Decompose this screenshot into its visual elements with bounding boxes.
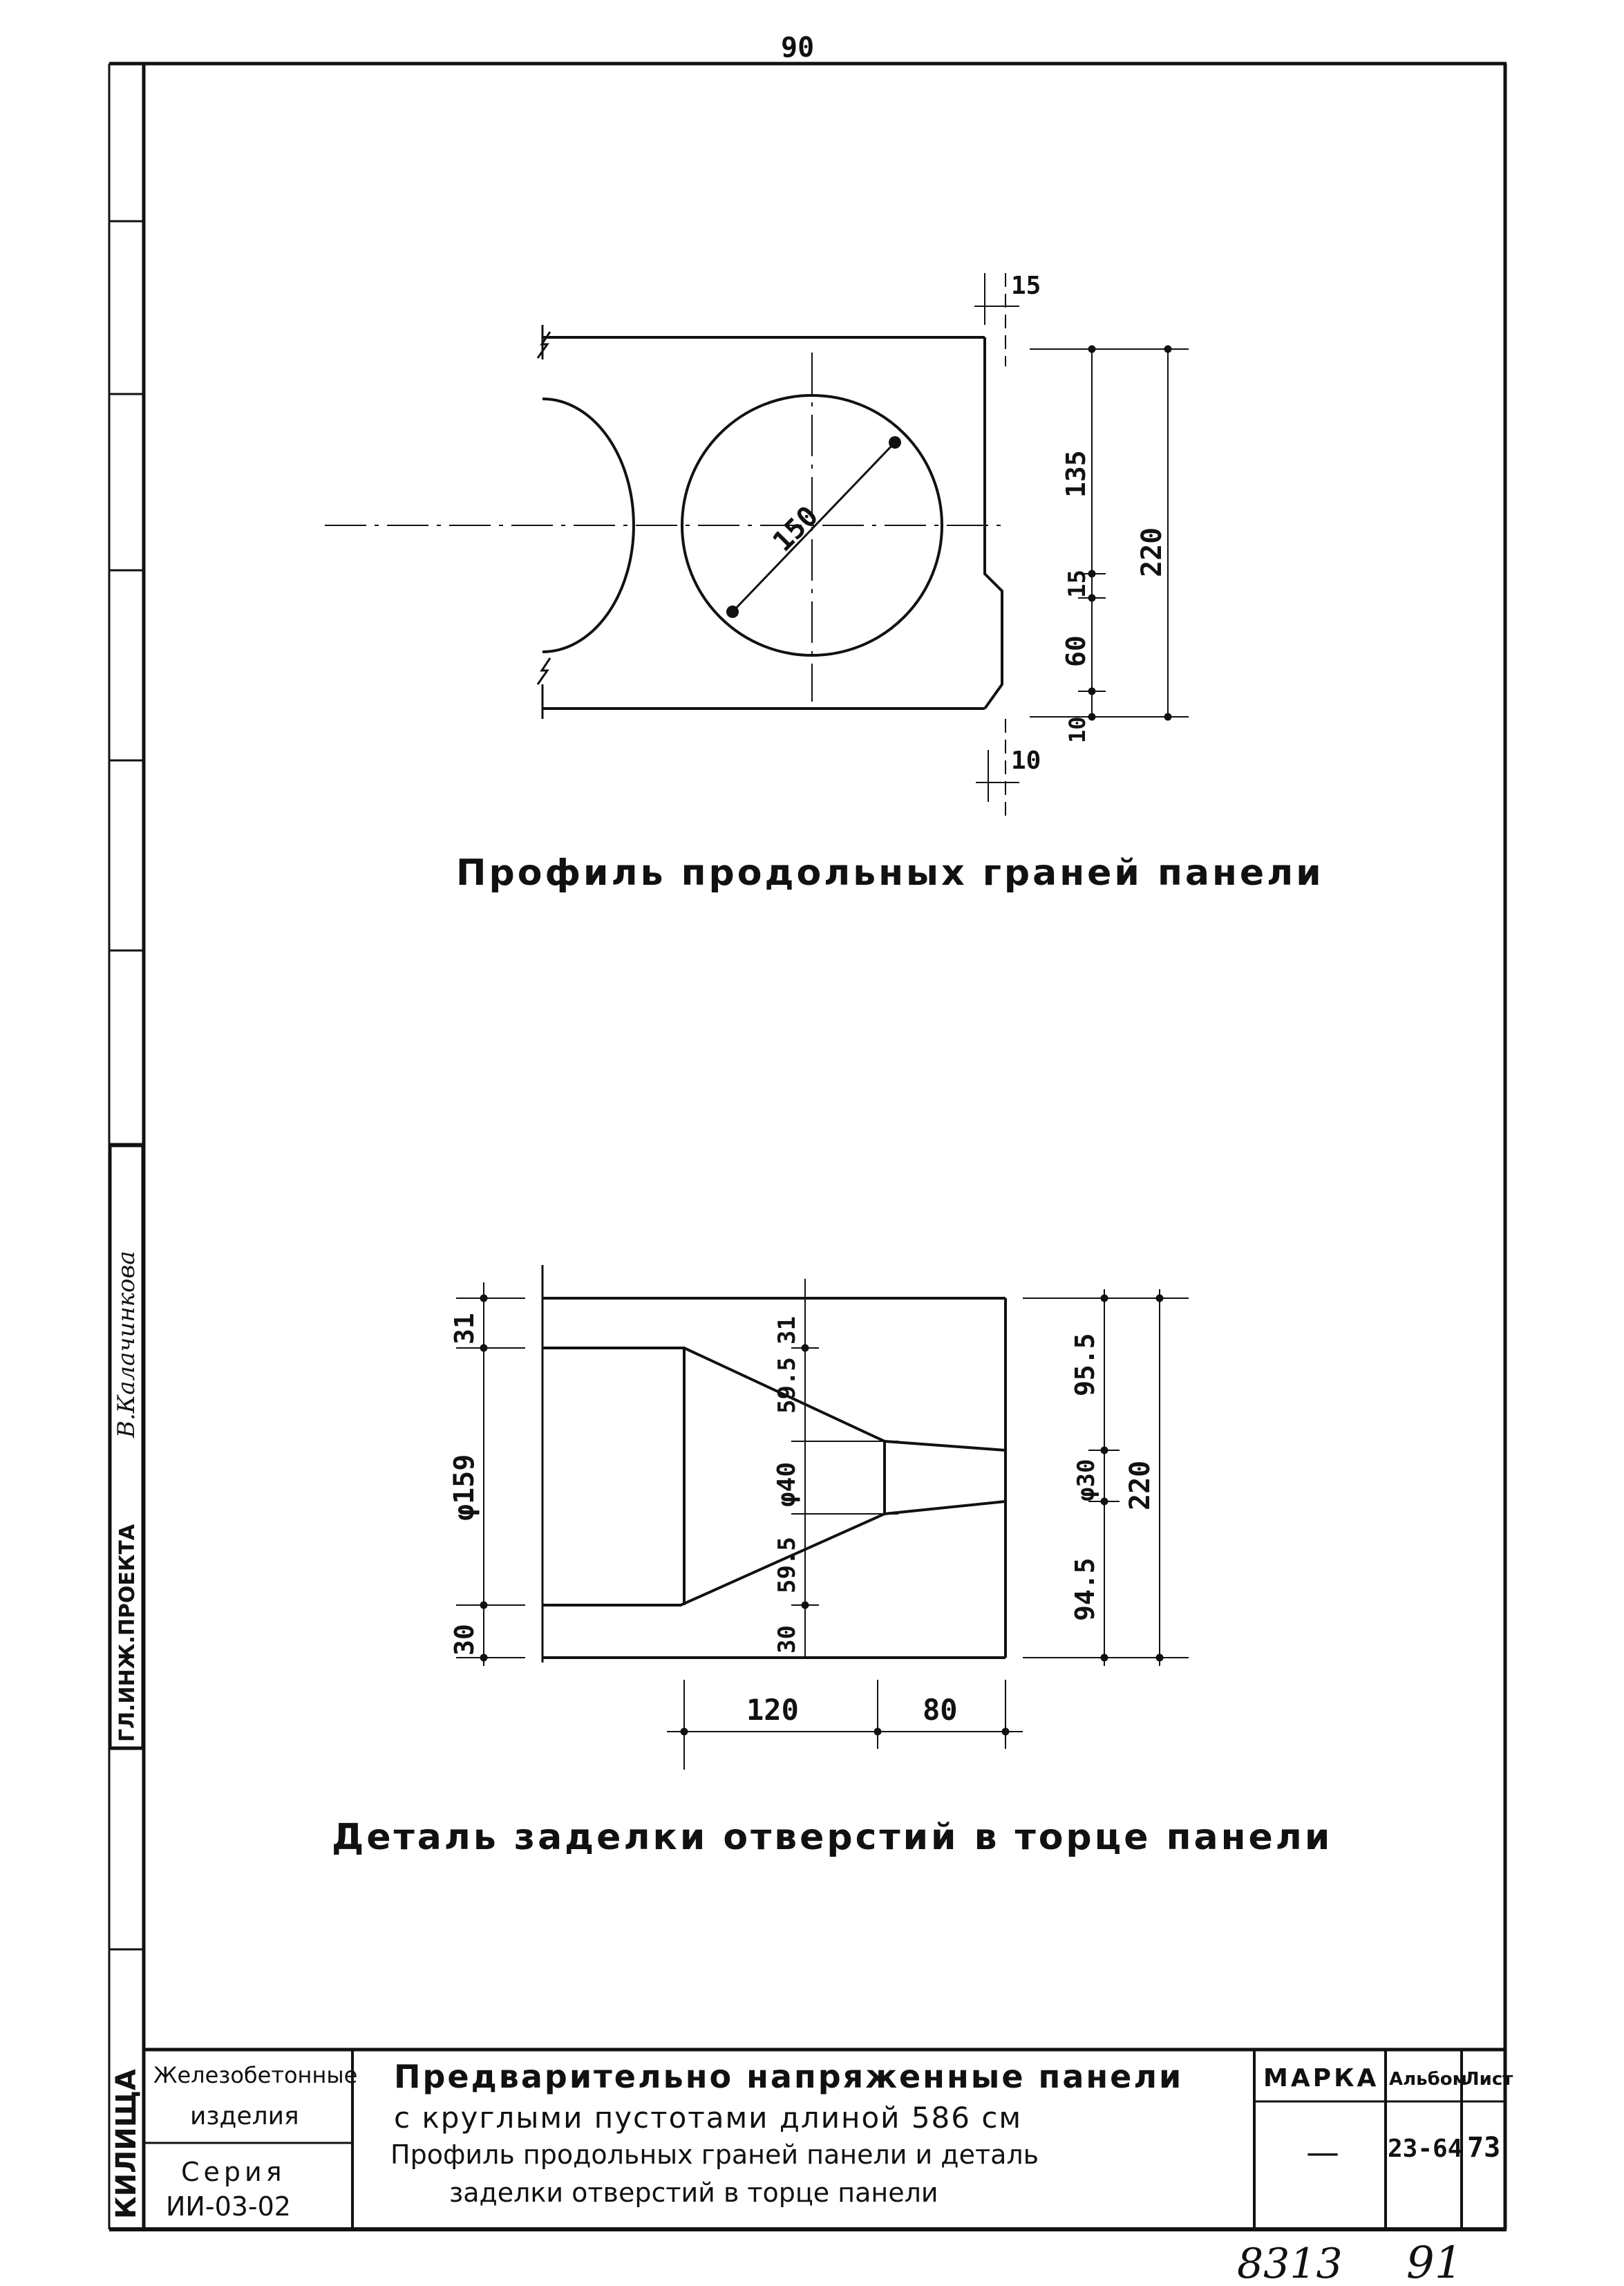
detail-dim-total: 220 [1124, 1460, 1156, 1510]
title-line1: Предварительно напряженные панели [394, 2058, 1184, 2095]
profile-dim-diameter: 150 [766, 500, 825, 559]
col-sheet: Лист [1464, 2069, 1513, 2090]
category-line1: Железобетонные [153, 2062, 358, 2088]
profile-dim-135: 135 [1061, 450, 1091, 498]
profile-dim-60: 60 [1061, 635, 1091, 667]
signature-strip [113, 1250, 140, 1742]
series-value: ИИ-03-02 [166, 2191, 291, 2222]
stamp-vertical: КИЛИЩА [111, 2069, 142, 2219]
sheet-number-bottom: 91 [1406, 2238, 1463, 2286]
signature-name: В.Калачинкова [113, 1250, 140, 1438]
doc-number: 8313 [1237, 2240, 1343, 2286]
series-label: Серия [181, 2157, 286, 2187]
profile-caption: Профиль продольных граней панели [456, 852, 1324, 894]
detail-dim-mid-bottom: 30 [773, 1625, 801, 1653]
detail-dim-right-bottom: 94.5 [1070, 1557, 1100, 1621]
col-album: Альбом [1389, 2069, 1467, 2090]
val-mark: — [1306, 2133, 1339, 2172]
val-sheet: 73 [1467, 2132, 1501, 2164]
category-line2: изделия [190, 2102, 299, 2130]
profile-dim-total: 220 [1136, 527, 1168, 577]
profile-drawing [325, 273, 1189, 816]
profile-dim-10: 10 [1064, 716, 1090, 743]
val-album: 23-64 [1388, 2135, 1463, 2163]
page-number-top: 90 [781, 32, 815, 64]
title-line2: с круглыми пустотами длиной 586 см [394, 2101, 1023, 2135]
detail-dim-right-top: 95.5 [1070, 1333, 1100, 1396]
detail-dim-left-top: 31 [449, 1313, 480, 1345]
detail-dim-bottom-right: 80 [923, 1693, 958, 1727]
title-line3: Профиль продольных граней панели и деталь [390, 2139, 1039, 2170]
title-line4: заделки отверстий в торце панели [449, 2177, 938, 2208]
stamp-vertical-group [111, 2069, 142, 2219]
profile-dim-15: 15 [1064, 570, 1091, 598]
detail-dim-left-diameter: φ159 [449, 1454, 480, 1521]
detail-caption: Деталь заделки отверстий в торце панели [332, 1817, 1333, 1858]
col-mark: МАРКА [1263, 2064, 1379, 2092]
detail-dim-left-bottom: 30 [449, 1624, 480, 1656]
detail-dim-mid-diameter: φ40 [773, 1461, 801, 1507]
detail-dim-bottom-left: 120 [746, 1693, 799, 1727]
signature-role: ГЛ.ИНЖ.ПРОЕКТА [115, 1524, 140, 1742]
detail-dim-mid-bottom2: 59.5 [773, 1537, 801, 1593]
detail-dim-mid-top: 31 [773, 1316, 801, 1345]
sheet-frame [109, 64, 1507, 2229]
detail-dim-mid-top2: 59.5 [773, 1357, 801, 1414]
profile-dim-bottom: 10 [1011, 747, 1041, 775]
detail-dim-right-diameter: φ30 [1073, 1459, 1100, 1501]
profile-dim-top: 15 [1011, 272, 1041, 300]
